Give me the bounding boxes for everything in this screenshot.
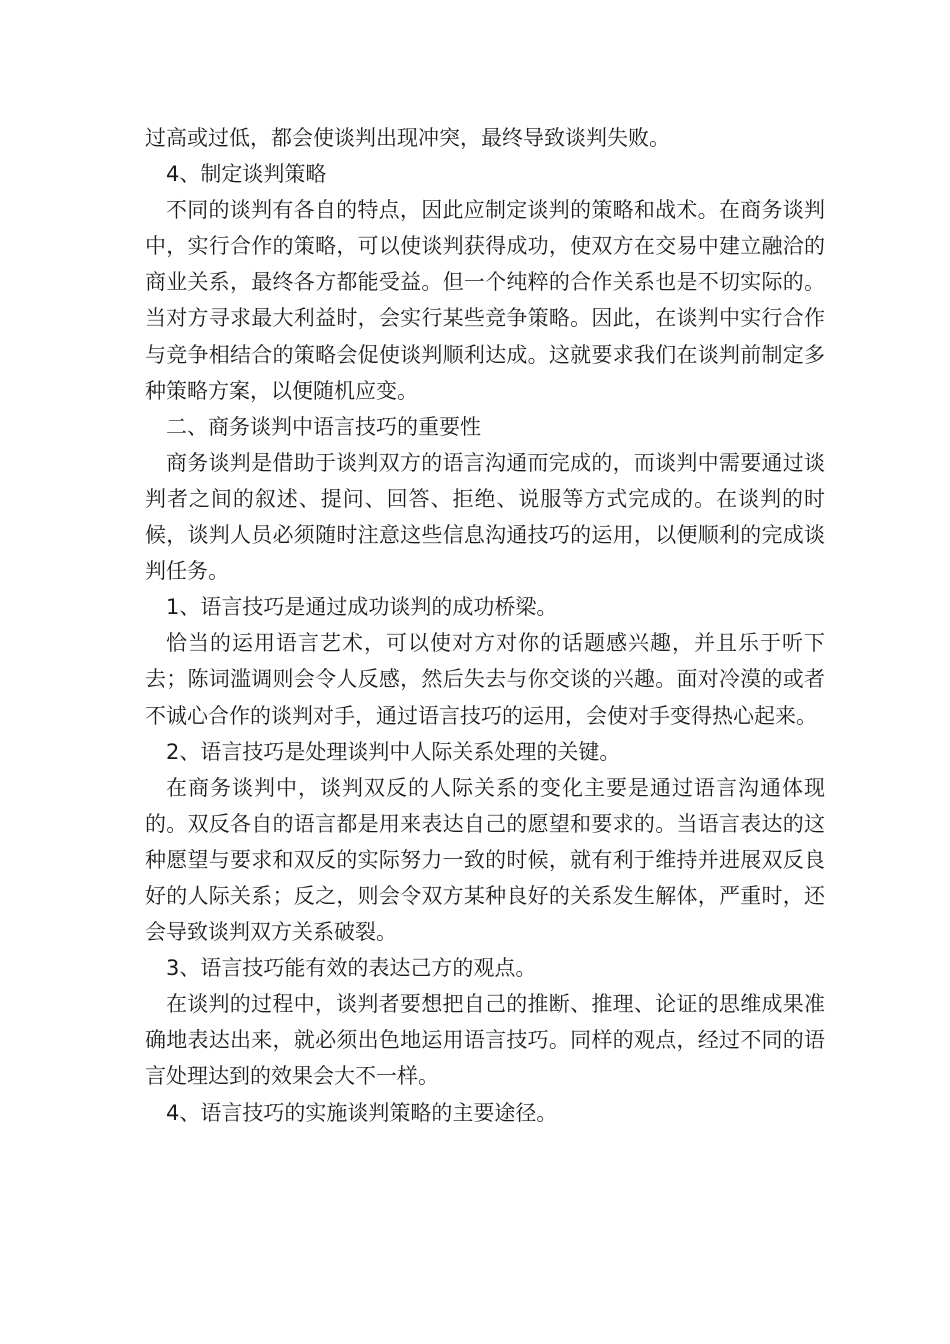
paragraph-language-importance: 商务谈判是借助于谈判双方的语言沟通而完成的，而谈判中需要通过谈判者之间的叙述、提问、回答、拒绝、说服等方式完成的。在谈判的时候，谈判人员必须随时注意这些信息沟通技巧的运用，以便顺利的完成谈判任务。 <box>145 450 825 584</box>
subheading-express-views: 3、语言技巧能有效的表达己方的观点。 <box>166 956 537 981</box>
section-heading-strategy: 4、制定谈判策略 <box>166 162 327 187</box>
section-heading-language-importance: 二、商务谈判中语言技巧的重要性 <box>166 414 481 439</box>
paragraph-strategy: 不同的谈判有各自的特点，因此应制定谈判的策略和战术。在商务谈判中，实行合作的策略，可以使谈判获得成功，使双方在交易中建立融洽的商业关系，最终各方都能受益。但一个纯粹的合作关系也是不切实际的。当对方寻求最大利益时，会实行某些竞争策略。因此，在谈判中实行合作与竞争相结合的策略会促使谈判顺利达成。这就要求我们在谈判前制定多种策略方案，以便随机应变。 <box>145 198 825 403</box>
paragraph-bridge: 恰当的运用语言艺术，可以使对方对你的话题感兴趣，并且乐于听下去；陈词滥调则会令人反感，然后失去与你交谈的兴趣。面对冷漠的或者不诚心合作的谈判对手，通过语言技巧的运用，会使对手变得热心起来。 <box>145 631 825 728</box>
paragraph-continuation: 过高或过低，都会使谈判出现冲突，最终导致谈判失败。 <box>145 126 670 150</box>
paragraph-express-views: 在谈判的过程中，谈判者要想把自己的推断、推理、论证的思维成果准确地表达出来，就必须出色地运用语言技巧。同样的观点，经过不同的语言处理达到的效果会大不一样。 <box>145 992 825 1089</box>
subheading-bridge: 1、语言技巧是通过成功谈判的成功桥梁。 <box>166 595 558 620</box>
subheading-relationship: 2、语言技巧是处理谈判中人际关系处理的关键。 <box>166 739 621 764</box>
subheading-strategy-path: 4、语言技巧的实施谈判策略的主要途径。 <box>166 1100 558 1125</box>
paragraph-relationship: 在商务谈判中，谈判双反的人际关系的变化主要是通过语言沟通体现的。双反各自的语言都是用来表达自己的愿望和要求的。当语言表达的这种愿望与要求和双反的实际努力一致的时候，就有利于维持并进展双反良好的人际关系；反之，则会令双方某种良好的关系发生解体，严重时，还会导致谈判双方关系破裂。 <box>145 775 825 945</box>
document-body <box>145 120 825 1131</box>
